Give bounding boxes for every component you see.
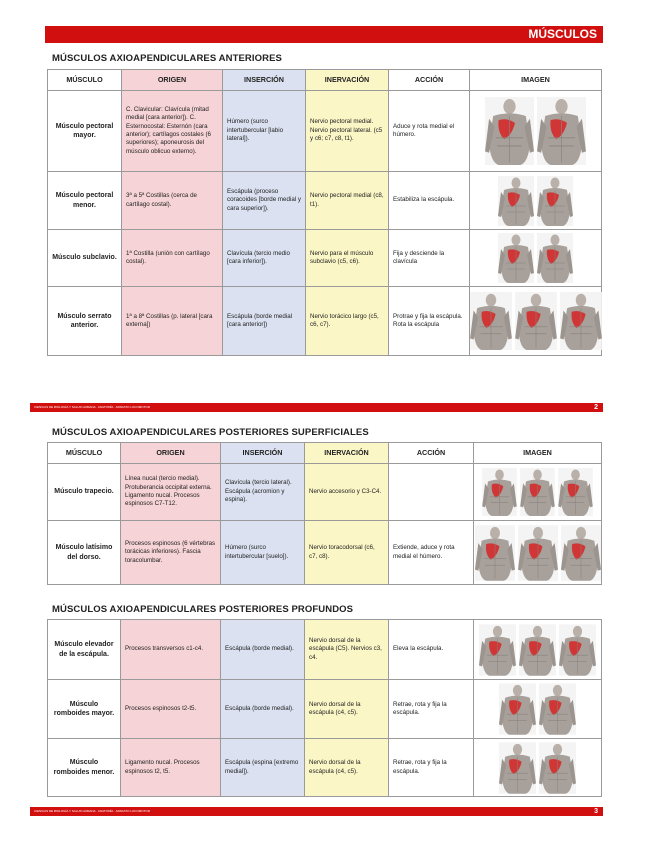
cell-insercion: Escápula (borde medial).: [221, 680, 305, 739]
cell-origen: Procesos transversos c1-c4.: [121, 620, 221, 680]
table-row: [48, 680, 602, 739]
cell-musculo: Músculo latísimo del dorso.: [48, 521, 121, 585]
cell-accion: Fija y desciende la clavícula: [389, 230, 470, 287]
cell-accion: Eleva la escápula.: [389, 620, 474, 680]
header-bar: [45, 26, 603, 43]
table-header-row: [48, 70, 602, 91]
cell-musculo: Músculo trapecio.: [48, 464, 121, 521]
anatomy-illustration: [537, 233, 573, 283]
col-header-accion: ACCIÓN: [389, 70, 470, 91]
section-title: MÚSCULOS AXIOAPENDICULARES POSTERIORES PROFUNDOS: [52, 604, 354, 615]
table-row: [48, 620, 602, 680]
cell-inervacion: Nervio dorsal de la escápula (C5). Nervios c3, c4.: [305, 620, 389, 680]
table-row: [48, 91, 602, 172]
table-row: [48, 521, 602, 585]
anatomy-illustration: [561, 525, 601, 581]
anatomy-illustration: [485, 97, 534, 165]
footer-bar: [30, 807, 603, 816]
anatomy-illustration: [539, 683, 576, 735]
col-header-inervacion: INERVACIÓN: [306, 70, 389, 91]
anatomy-illustration: [499, 683, 536, 735]
anatomy-illustration: [498, 176, 534, 226]
cell-origen: 3ª a 5ª Costillas (cerca de cartílago costal).: [122, 172, 223, 230]
cell-accion: Extiende, aduce y rota medial el húmero.: [389, 521, 474, 585]
cell-inervacion: Nervio toracodorsal (c6, c7, c8).: [305, 521, 389, 585]
table-row: [48, 464, 602, 521]
cell-musculo: Músculo romboides mayor.: [48, 680, 121, 739]
section-title: MÚSCULOS AXIOAPENDICULARES ANTERIORES: [52, 53, 282, 64]
col-header-insercion: INSERCIÓN: [223, 70, 306, 91]
anatomy-illustration: [519, 624, 556, 676]
table-row: [48, 287, 602, 356]
cell-origen: Línea nucal (tercio medial). Protuberancia occipital externa. Ligamento nucal. Procesos espinosos C7-T12.: [121, 464, 221, 521]
anatomy-illustration: [558, 468, 593, 516]
cell-insercion: Clavícula (tercio medio [cara inferior]).: [223, 230, 306, 287]
cell-imagen: [470, 172, 602, 230]
cell-inervacion: Nervio pectoral medial. Nervio pectoral lateral. (c5 y c6; c7, c8, t1).: [306, 91, 389, 172]
cell-origen: C. Clavicular: Clavícula (mitad medial [cara anterior]). C. Esternocostal: Esternón (cara anterior); cartílagos costales (6 superiores); aponeurosis del músculo oblicuo externo).: [122, 91, 223, 172]
cell-imagen: [470, 91, 602, 172]
anatomy-illustration: [559, 624, 596, 676]
cell-imagen: [474, 680, 602, 739]
cell-insercion: Escápula (proceso coracoides [borde medial y cara superior]).: [223, 172, 306, 230]
footer-text: CIENCIAS DE BIOLOGÍA Y SALUD HUMANA · ANATOMÍA · APARATO LOCOMOTOR: [34, 809, 150, 813]
cell-imagen: [474, 739, 602, 797]
cell-insercion: Escápula (espina [extremo medial]).: [221, 739, 305, 797]
col-header-imagen: IMAGEN: [470, 70, 602, 91]
cell-insercion: Húmero (surco intertubercular [labio lateral]).: [223, 91, 306, 172]
anatomy-illustration: [499, 742, 536, 794]
cell-origen: Procesos espinosos (6 vértebras torácicas inferiores). Fascia toracolumbar.: [121, 521, 221, 585]
cell-accion: Protrae y fija la escápula. Rota la escápula: [389, 287, 470, 356]
cell-inervacion: Nervio accesorio y C3-C4.: [305, 464, 389, 521]
anatomy-illustration: [475, 525, 515, 581]
col-header-origen: ORIGEN: [122, 70, 223, 91]
col-header-inervacion: INERVACIÓN: [305, 443, 389, 464]
anatomy-illustration: [498, 233, 534, 283]
cell-inervacion: Nervio dorsal de la escápula (c4, c5).: [305, 739, 389, 797]
cell-imagen: [470, 287, 602, 356]
cell-musculo: Músculo elevador de la escápula.: [48, 620, 121, 680]
cell-insercion: Escápula (borde medial).: [221, 620, 305, 680]
table-header-row: [48, 443, 602, 464]
col-header-accion: ACCIÓN: [389, 443, 474, 464]
cell-musculo: Músculo serrato anterior.: [48, 287, 122, 356]
cell-imagen: [470, 230, 602, 287]
footer-bar: [30, 403, 603, 412]
page-number: 2: [594, 404, 598, 411]
footer-text: CIENCIAS DE BIOLOGÍA Y SALUD HUMANA · ANATOMÍA · APARATO LOCOMOTOR: [34, 405, 150, 409]
cell-origen: 1ª a 8ª Costillas (p. lateral [cara externa]): [122, 287, 223, 356]
muscle-table: [47, 619, 602, 797]
table-row: [48, 739, 602, 797]
muscle-table: [47, 442, 602, 585]
anatomy-illustration: [515, 292, 557, 350]
section-title: MÚSCULOS AXIOAPENDICULARES POSTERIORES SUPERFICIALES: [52, 427, 369, 438]
col-header-musculo: MÚSCULO: [48, 70, 122, 91]
cell-origen: 1ª Costilla (unión con cartílago costal).: [122, 230, 223, 287]
anatomy-illustration: [518, 525, 558, 581]
cell-insercion: Clavícula (tercio lateral). Escápula (acromion y espina).: [221, 464, 305, 521]
cell-musculo: Músculo pectoral menor.: [48, 172, 122, 230]
table-row: [48, 230, 602, 287]
cell-imagen: [474, 464, 602, 521]
col-header-imagen: IMAGEN: [474, 443, 602, 464]
col-header-musculo: MÚSCULO: [48, 443, 121, 464]
cell-inervacion: Nervio para el músculo subclavio (c5, c6).: [306, 230, 389, 287]
cell-insercion: Escápula (borde medial [cara anterior]): [223, 287, 306, 356]
cell-accion: Estabiliza la escápula.: [389, 172, 470, 230]
cell-musculo: Músculo pectoral mayor.: [48, 91, 122, 172]
cell-origen: Ligamento nucal. Procesos espinosos t2, t5.: [121, 739, 221, 797]
cell-imagen: [474, 521, 602, 585]
page-number: 3: [594, 808, 598, 815]
cell-accion: [389, 464, 474, 521]
cell-musculo: Músculo romboides menor.: [48, 739, 121, 797]
anatomy-illustration: [520, 468, 555, 516]
anatomy-illustration: [479, 624, 516, 676]
page-header-title: MÚSCULOS: [528, 27, 597, 41]
cell-insercion: Húmero (surco intertubercular [suelo]).: [221, 521, 305, 585]
anatomy-illustration: [539, 742, 576, 794]
cell-inervacion: Nervio torácico largo (c5, c6, c7).: [306, 287, 389, 356]
anatomy-illustration: [537, 176, 573, 226]
col-header-origen: ORIGEN: [121, 443, 221, 464]
cell-accion: Aduce y rota medial el húmero.: [389, 91, 470, 172]
anatomy-illustration: [560, 292, 602, 350]
muscle-table: [47, 69, 602, 356]
cell-musculo: Músculo subclavio.: [48, 230, 122, 287]
anatomy-illustration: [470, 292, 512, 350]
cell-accion: Retrae, rota y fija la escápula.: [389, 739, 474, 797]
anatomy-illustration: [537, 97, 586, 165]
cell-accion: Retrae, rota y fija la escápula.: [389, 680, 474, 739]
cell-inervacion: Nervio dorsal de la escápula (c4, c5).: [305, 680, 389, 739]
table-row: [48, 172, 602, 230]
cell-inervacion: Nervio pectoral medial (c8, t1).: [306, 172, 389, 230]
cell-origen: Procesos espinosos t2-t5.: [121, 680, 221, 739]
col-header-insercion: INSERCIÓN: [221, 443, 305, 464]
anatomy-illustration: [482, 468, 517, 516]
cell-imagen: [474, 620, 602, 680]
